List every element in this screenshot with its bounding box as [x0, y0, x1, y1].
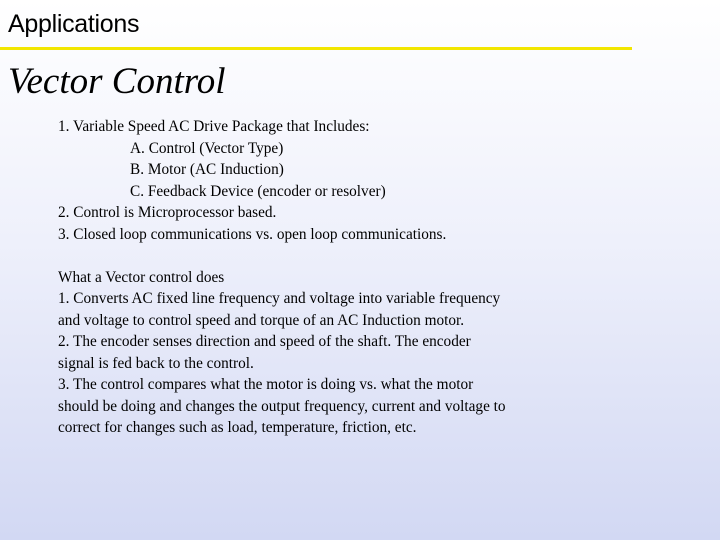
paragraph-line: should be doing and changes the output frequency, current and voltage to — [58, 397, 506, 415]
slide-title: Vector Control — [8, 61, 226, 102]
section-heading: What a Vector control does — [58, 268, 225, 286]
paragraph-line: correct for changes such as load, temperature, friction, etc. — [58, 419, 417, 436]
sub-list-item: C. Feedback Device (encoder or resolver) — [130, 182, 386, 200]
sub-list-item: B. Motor (AC Induction) — [130, 161, 284, 178]
slide-body — [58, 116, 658, 439]
sub-list-item: A. Control (Vector Type) — [130, 139, 284, 157]
list-item: 1. Variable Speed AC Drive Package that Includes: — [58, 118, 370, 135]
paragraph-line: 3. The control compares what the motor is doing vs. what the motor — [58, 376, 474, 393]
header-divider — [0, 47, 632, 50]
spacer — [58, 245, 658, 267]
paragraph-line: signal is fed back to the control. — [58, 354, 254, 372]
list-item: 2. Control is Microprocessor based. — [58, 204, 277, 221]
header-title: Applications — [8, 10, 140, 38]
paragraph-line: 2. The encoder senses direction and speed of the shaft. The encoder — [58, 333, 471, 350]
list-item: 3. Closed loop communications vs. open loop communications. — [58, 225, 447, 243]
paragraph-line: and voltage to control speed and torque of an AC Induction motor. — [58, 311, 465, 329]
paragraph-line: 1. Converts AC fixed line frequency and voltage into variable frequency — [58, 290, 501, 307]
